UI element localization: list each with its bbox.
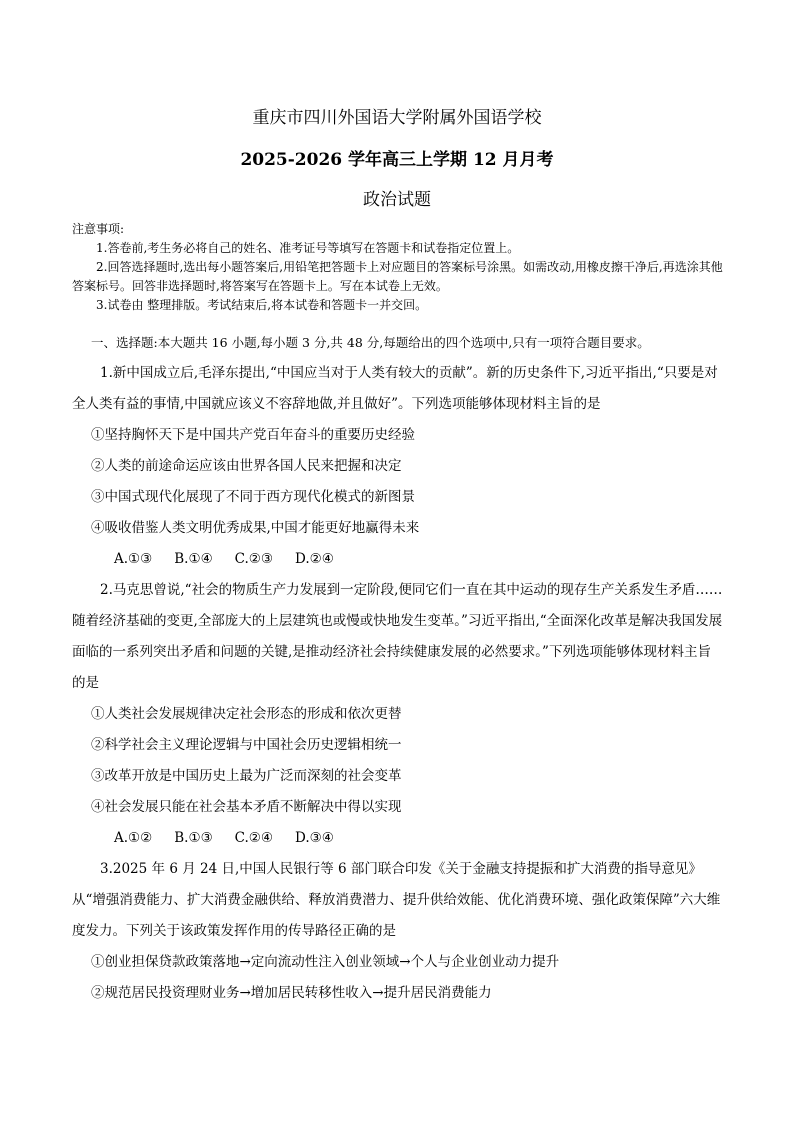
question-option: ②科学社会主义理论逻辑与中国社会历史逻辑相统一 [91, 737, 402, 753]
question-list [72, 358, 724, 1009]
question-option: ①创业担保贷款政策落地→定向流动性注入创业领域→个人与企业创业动力提升 [91, 954, 560, 970]
question-option: ②人类的前途命运应该由世界各国人民来把握和决定 [91, 458, 402, 474]
question-option: ②规范居民投资理财业务→增加居民转移性收入→提升居民消费能力 [91, 985, 492, 1001]
subject-title: 政治试题 [363, 190, 431, 210]
question-option: ③中国式现代化展现了不同于西方现代化模式的新图景 [91, 489, 415, 505]
section-heading: 一、选择题:本大题共 16 小题,每小题 3 分,共 48 分,每题给出的四个选项中,只有一项符合题目要求。 [91, 335, 650, 350]
exam-title: 2025-2026 学年高三上学期 12 月月考 [240, 150, 554, 170]
question-option: ④社会发展只能在社会基本矛盾不断解决中得以实现 [91, 799, 402, 815]
choice-d: D.②④ [295, 551, 334, 567]
question-option: ①人类社会发展规律决定社会形态的形成和依次更替 [91, 706, 402, 722]
school-title: 重庆市四川外国语大学附属外国语学校 [252, 108, 542, 128]
question-2 [72, 575, 724, 854]
choice-b: B.①③ [174, 830, 213, 846]
question-stem: 3.2025 年 6 月 24 日,中国人民银行等 6 部门联合印发《关于金融支持提振和扩大消费的指导意见》从“增强消费能力、扩大消费金融供给、释放消费潜力、提升供给效能、优化消费环境、强化政策保障”六大维度发力。下列关于该政策发挥作用的传导路径正确的是 [72, 861, 721, 939]
question-option: ④吸收借鉴人类文明优秀成果,中国才能更好地赢得未来 [91, 520, 420, 536]
question-1 [72, 358, 724, 575]
question-stem: 2.马克思曾说,“社会的物质生产力发展到一定阶段,便同它们一直在其中运动的现存生产关系发生矛盾……随着经济基础的变更,全部庞大的上层建筑也或慢或快地发生变革。”习近平指出,“全面深化改革是解决我国发展面临的一系列突出矛盾和问题的关键,是推动经济社会持续健康发展的必然要求。”下列选项能够体现材料主旨的是 [72, 582, 723, 691]
answer-choices [72, 544, 724, 575]
question-option: ①坚持胸怀天下是中国共产党百年奋斗的重要历史经验 [91, 427, 415, 443]
notes-block [72, 220, 724, 315]
notes-heading: 注意事项: [72, 222, 125, 236]
question-stem: 1.新中国成立后,毛泽东提出,“中国应当对于人类有较大的贡献”。新的历史条件下,习近平指出,“只要是对全人类有益的事情,中国就应该义不容辞地做,并且做好”。下列选项能够体现材料主旨的是 [72, 365, 718, 412]
notes-item: 3.试卷由 整理排版。考试结束后,将本试卷和答题卡一并交回。 [96, 298, 428, 312]
answer-choices [72, 823, 724, 854]
notes-item: 2.回答选择题时,选出每小题答案后,用铅笔把答题卡上对应题目的答案标号涂黑。如需改动,用橡皮擦干净后,再选涂其他答案标号。回答非选择题时,将答案写在答题卡上。写在本试卷上无效。 [72, 260, 723, 293]
choice-c: C.②④ [234, 830, 274, 846]
choice-a: A.①② [114, 830, 153, 846]
choice-d: D.③④ [295, 830, 334, 846]
choice-c: C.②③ [234, 551, 274, 567]
choice-a: A.①③ [114, 551, 153, 567]
choice-b: B.①④ [174, 551, 213, 567]
question-3 [72, 854, 724, 1009]
notes-item: 1.答卷前,考生务必将自己的姓名、准考证号等填写在答题卡和试卷指定位置上。 [96, 241, 520, 255]
question-option: ③改革开放是中国历史上最为广泛而深刻的社会变革 [91, 768, 402, 784]
